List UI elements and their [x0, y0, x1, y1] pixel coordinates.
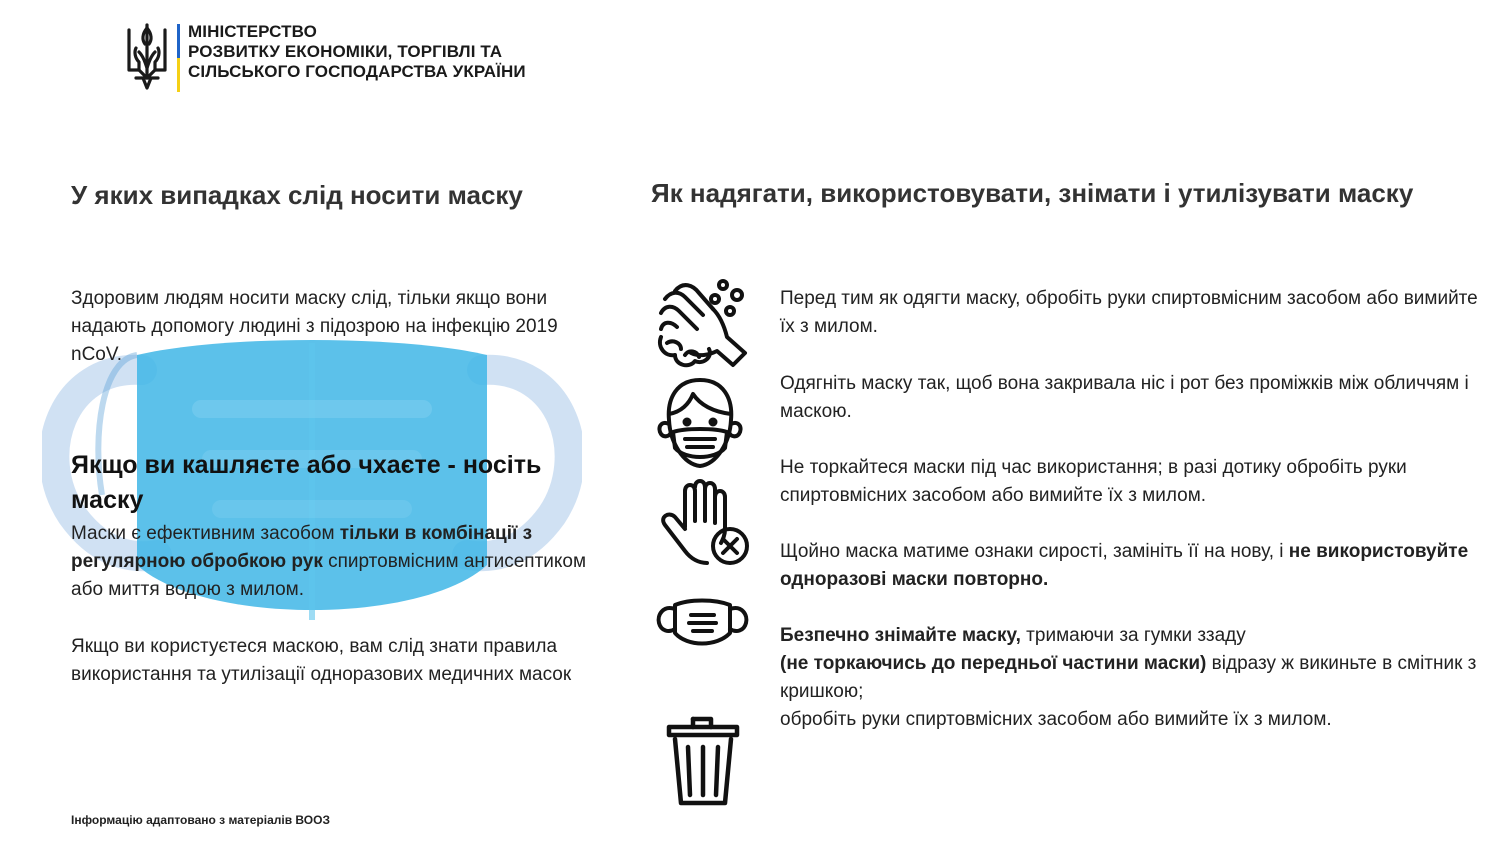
s4-text-c: . [1043, 569, 1049, 590]
step-put-on-mask: Одягніть маску так, щоб вона закривала ніс і рот без проміжків між обличчям і маскою. [780, 373, 1469, 422]
no-touch-hand-icon [655, 477, 755, 572]
step-do-not-touch: Не торкайтеся маски під час використання; в разі дотику обробіть руки спиртовмісних засобом або вимийте їх з милом. [780, 457, 1407, 506]
cough-sneeze-heading: Якщо ви кашляєте або чхаєте - носіть маску [71, 451, 542, 514]
right-section-title: Як надягати, використовувати, знімати і утилізувати маску [651, 178, 1414, 208]
hand-wash-icon [655, 277, 750, 372]
p2-text-a: Маски є ефективним засобом [71, 523, 340, 544]
left-section-title: У яких випадках слід носити маску [71, 180, 523, 210]
ministry-line-1: МІНІСТЕРСТВО [188, 22, 317, 41]
source-note: Інформацію адаптовано з матеріалів ВООЗ [71, 813, 330, 827]
face-mask-person-icon [655, 376, 745, 471]
healthy-people-paragraph: Здоровим людям носити маску слід, тільки якщо вони надають допомогу людині з підозрою на інфекцію 2019 nCoV. [71, 288, 558, 365]
s4-text-bold: не використовуйте одноразові маски повторно [780, 541, 1469, 590]
ministry-line-2: РОЗВИТКУ ЕКОНОМІКИ, ТОРГІВЛІ ТА [188, 42, 503, 61]
s5-text-d: відразу ж викиньте в смітник з кришкою; [780, 653, 1477, 702]
p2-text-bold: тільки в комбінації з регулярною обробкою рук [71, 523, 533, 572]
ministry-name [188, 22, 526, 82]
step-replace-damp-mask [780, 538, 1495, 594]
face-mask-icon [655, 595, 750, 650]
mask-rules-paragraph: Якщо ви користуєтеся маскою, вам слід знати правила використання та утилізації одноразових медичних масок [71, 636, 572, 685]
s5-text-e: обробіть руки спиртовмісних засобом або вимийте їх з милом. [780, 709, 1332, 730]
trash-can-icon [655, 713, 750, 808]
step-remove-dispose [780, 622, 1495, 734]
p2-text-c: спиртовмісним антисептиком або миття водою з милом. [71, 551, 587, 600]
trident-emblem-icon [125, 22, 169, 92]
mask-effectiveness-paragraph [71, 520, 591, 604]
ministry-header [125, 22, 526, 94]
s5-text-c: (не торкаючись до передньої частини маски) [780, 653, 1207, 674]
s5-text-b: тримаючи за гумки ззаду [1020, 625, 1246, 646]
s5-text-a: Безпечно знімайте маску, [780, 625, 1021, 646]
flag-bar [177, 24, 180, 92]
step-sanitize-before: Перед тим як одягти маску, обробіть руки спиртовмісним засобом або вимийте їх з милом. [780, 288, 1478, 337]
ministry-line-3: СІЛЬСЬКОГО ГОСПОДАРСТВА УКРАЇНИ [188, 62, 526, 81]
s4-text-a: Щойно маска матиме ознаки сирості, замініть її на нову, і [780, 541, 1289, 562]
